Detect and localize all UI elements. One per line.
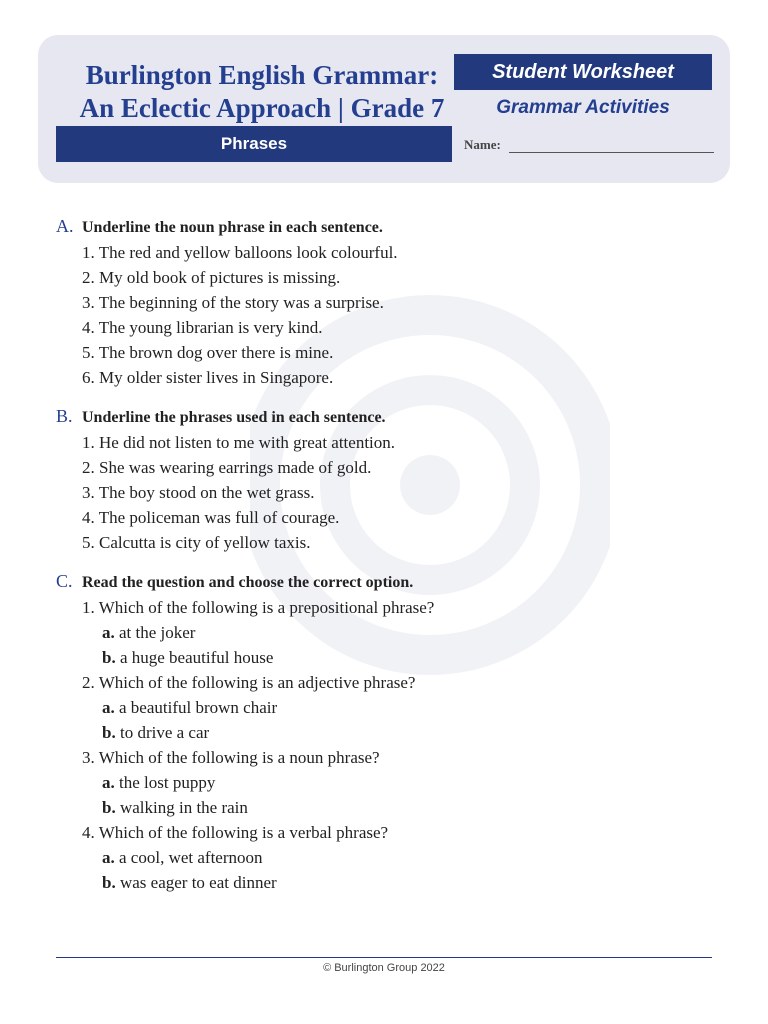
section-instruction: Underline the phrases used in each sentence.: [82, 409, 386, 426]
option-label: b.: [102, 723, 116, 742]
section-b: [56, 404, 716, 555]
question-item: 2. Which of the following is an adjective phrase?: [82, 673, 416, 692]
option-text: was eager to eat dinner: [119, 873, 277, 892]
list-item: 1. The red and yellow balloons look colourful.: [82, 243, 398, 262]
question-item: 1. Which of the following is a prepositional phrase?: [82, 598, 435, 617]
section-heading: [56, 214, 716, 240]
option-label: a.: [102, 623, 115, 642]
section-letter: A.: [56, 216, 74, 236]
option-text: the lost puppy: [119, 773, 216, 792]
option-b[interactable]: [56, 795, 716, 820]
option-text: walking in the rain: [119, 798, 248, 817]
option-label: b.: [102, 648, 116, 667]
option-text: a beautiful brown chair: [119, 698, 278, 717]
name-label: Name:: [464, 137, 501, 152]
option-label: b.: [102, 873, 116, 892]
list-item: 4. The policeman was full of courage.: [82, 508, 340, 527]
question-item: 3. Which of the following is a noun phrase?: [82, 748, 380, 767]
list-item: 4. The young librarian is very kind.: [82, 318, 323, 337]
option-label: b.: [102, 798, 116, 817]
topic-banner: Phrases: [56, 126, 452, 162]
section-a: [56, 214, 716, 390]
option-label: a.: [102, 698, 115, 717]
list-item: 2. She was wearing earrings made of gold.: [82, 458, 372, 477]
question-item: 4. Which of the following is a verbal phrase?: [82, 823, 389, 842]
title-line-1: Burlington English Grammar:: [85, 60, 439, 90]
list-item: 5. Calcutta is city of yellow taxis.: [82, 533, 311, 552]
option-a[interactable]: [56, 770, 716, 795]
worksheet-header: [38, 35, 730, 183]
option-b[interactable]: [56, 645, 716, 670]
list-item: 3. The boy stood on the wet grass.: [82, 483, 315, 502]
option-b[interactable]: [56, 720, 716, 745]
list-item: 2. My old book of pictures is missing.: [82, 268, 341, 287]
option-a[interactable]: [56, 845, 716, 870]
section-letter: B.: [56, 406, 73, 426]
section-instruction: Underline the noun phrase in each sentence.: [82, 219, 383, 236]
list-item: 6. My older sister lives in Singapore.: [82, 368, 334, 387]
option-text: to drive a car: [119, 723, 210, 742]
option-a[interactable]: [56, 695, 716, 720]
worksheet-content: [56, 214, 716, 909]
list-item: 3. The beginning of the story was a surprise.: [82, 293, 384, 312]
name-field: [464, 137, 714, 153]
student-worksheet-banner: Student Worksheet: [454, 54, 712, 90]
list-item: 5. The brown dog over there is mine.: [82, 343, 334, 362]
worksheet-title: [62, 59, 462, 125]
section-c: [56, 569, 716, 895]
option-text: at the joker: [119, 623, 196, 642]
footer-copyright: © Burlington Group 2022: [323, 962, 445, 974]
section-letter: C.: [56, 571, 73, 591]
name-blank-line[interactable]: [509, 138, 714, 153]
option-b[interactable]: [56, 870, 716, 895]
footer-divider: [56, 957, 712, 958]
list-item: 1. He did not listen to me with great attention.: [82, 433, 396, 452]
grammar-activities-label: Grammar Activities: [496, 97, 670, 118]
title-line-2: An Eclectic Approach | Grade 7: [79, 93, 445, 123]
option-text: a cool, wet afternoon: [119, 848, 263, 867]
section-heading: [56, 569, 716, 595]
section-heading: [56, 404, 716, 430]
option-text: a huge beautiful house: [119, 648, 274, 667]
option-a[interactable]: [56, 620, 716, 645]
option-label: a.: [102, 773, 115, 792]
option-label: a.: [102, 848, 115, 867]
section-instruction: Read the question and choose the correct option.: [82, 574, 414, 591]
